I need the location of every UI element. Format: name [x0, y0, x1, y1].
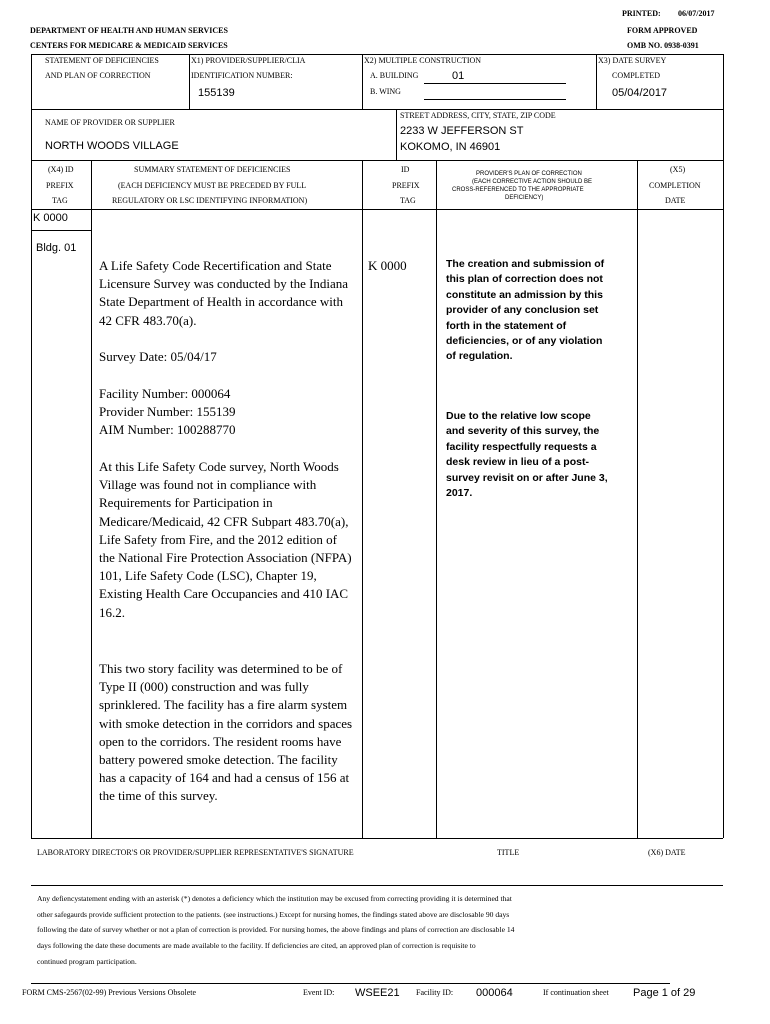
date-survey-label-2: COMPLETED — [612, 71, 660, 80]
id-header-3: TAG — [400, 196, 416, 205]
summary-header-3: REGULATORY OR LSC IDENTIFYING INFORMATION) — [112, 196, 308, 205]
provider-name-value: NORTH WOODS VILLAGE — [45, 140, 179, 152]
form-number: FORM CMS-2567(02-99) Previous Versions Obsolete — [22, 988, 197, 997]
address-line-2: KOKOMO, IN 46901 — [400, 141, 501, 153]
building-tag: Bldg. 01 — [36, 242, 77, 254]
plan-header-1: PROVIDER'S PLAN OF CORRECTION — [476, 171, 582, 177]
statement-label-2: AND PLAN OF CORRECTION — [45, 71, 151, 80]
plan-header-3: CROSS-REFERENCED TO THE APPROPRIATE — [452, 187, 584, 193]
facility-id-value: 000064 — [476, 987, 513, 999]
plan-paragraph-2: Due to the relative low scope and severity of this survey, the facility respectfully requests a desk review in lieu of a post-survey revisit on or after June 3, 2017. — [446, 410, 608, 500]
facility-id-label: Facility ID: — [416, 988, 454, 997]
department-title: DEPARTMENT OF HEALTH AND HUMAN SERVICES — [30, 26, 228, 35]
aim-number: AIM Number: 100288770 — [99, 422, 236, 437]
x5-header-3: DATE — [665, 196, 686, 205]
plan-header-2: (EACH CORRECTIVE ACTION SHOULD BE — [472, 179, 593, 185]
wing-label: B. WING — [370, 87, 401, 96]
facility-number: Facility Number: 000064 — [99, 386, 231, 401]
event-id-label: Event ID: — [303, 988, 335, 997]
summary-paragraph-2: At this Life Safety Code survey, North Woods Village was found not in compliance with Requirements for Participation in Medicare/Medicaid, 42 CFR Subpart 483.70(a), Life Safety from Fire, and the 2012 edition of the National Fire Protection Association (NFPA) 101, Life Safety Code (LSC), Chapter 19, Existing Health Care Occupancies and 410 IAC 16.2. — [99, 459, 352, 620]
provider-id-label-2: IDENTIFICATION NUMBER: — [191, 71, 293, 80]
event-id-value: WSEE21 — [355, 987, 400, 999]
printed-date: 06/07/2017 — [678, 9, 715, 18]
summary-header-2: (EACH DEFICIENCY MUST BE PRECEDED BY FULL — [118, 181, 307, 190]
building-value: 01 — [452, 70, 465, 82]
multiple-construction-label: X2) MULTIPLE CONSTRUCTION — [364, 56, 482, 65]
disclaimer-line-5: continued program participation. — [37, 957, 137, 966]
signature-label: LABORATORY DIRECTOR'S OR PROVIDER/SUPPLIER REPRESENTATIVE'S SIGNATURE — [37, 848, 354, 857]
date-survey-value: 05/04/2017 — [612, 87, 668, 99]
summary-paragraph-3: This two story facility was determined to be of Type II (000) construction and was fully sprinklered. The facility has a fire alarm system with smoke detection in the corridors and spaces open to the corridors. The resident rooms have battery powered smoke detection. The facility has a capacity of 164 and had a census of 156 at the time of this survey. — [99, 661, 353, 804]
summary-paragraph-1: A Life Safety Code Recertification and State Licensure Survey was conducted by the Indiana State Department of Health in accordance with 42 CFR 483.70(a). — [99, 258, 349, 328]
provider-id-label-1: X1) PROVIDER/SUPPLIER/CLIA — [191, 56, 306, 65]
provider-number: Provider Number: 155139 — [99, 404, 236, 419]
address-label: STREET ADDRESS, CITY, STATE, ZIP CODE — [400, 111, 556, 120]
disclaimer-line-4: days following the date these documents are made available to the facility. If deficiencies are cited, an approved plan of correction is requisite to — [37, 941, 476, 950]
plan-paragraph-1: The creation and submission of this plan of correction does not constitute an admission by this provider of any conclusion set forth in the statement of deficiencies, or of any violation of regulation. — [446, 258, 605, 363]
address-line-1: 2233 W JEFFERSON ST — [400, 125, 524, 137]
id-header-2: PREFIX — [392, 181, 420, 190]
disclaimer-line-3: following the date of survey whether or not a plan of correction is provided. For nursing homes, the above findings and plans of correction are disclosable 14 — [37, 925, 515, 934]
x4-header-3: TAG — [52, 196, 68, 205]
date-survey-label-1: X3) DATE SURVEY — [598, 56, 667, 65]
summary-header-1: SUMMARY STATEMENT OF DEFICIENCIES — [134, 165, 291, 174]
x5-header-1: (X5) — [670, 165, 686, 174]
disclaimer-line-2: other safegaurds provide sufficient protection to the patients. (see instructions.) Except for nursing homes, the findings stated above are disclosable 90 days — [37, 910, 510, 919]
statement-label-1: STATEMENT OF DEFICIENCIES — [45, 56, 159, 65]
form-approved: FORM APPROVED — [627, 26, 698, 35]
disclaimer-line-1: Any defiencystatement ending with an asterisk (*) denotes a deficiency which the institution may be excused from correcting providing it is determined that — [37, 894, 512, 903]
tag-left: K 0000 — [33, 212, 68, 224]
title-label: TITLE — [497, 848, 520, 857]
survey-date: Survey Date: 05/04/17 — [99, 349, 217, 364]
provider-id-value: 155139 — [198, 87, 235, 99]
tag-right: K 0000 — [368, 258, 407, 273]
page-number: Page 1 of 29 — [633, 987, 696, 999]
x5-header-2: COMPLETION — [649, 181, 701, 190]
omb-number: OMB NO. 0938-0391 — [627, 41, 699, 50]
continuation-label: If continuation sheet — [543, 988, 609, 997]
provider-name-label: NAME OF PROVIDER OR SUPPLIER — [45, 118, 175, 127]
plan-header-4: DEFICIENCY) — [505, 195, 544, 201]
centers-title: CENTERS FOR MEDICARE & MEDICAID SERVICES — [30, 41, 228, 50]
x6-date-label: (X6) DATE — [648, 848, 686, 857]
x4-header-2: PREFIX — [46, 181, 74, 190]
id-header-1: ID — [401, 165, 410, 174]
x4-header-1: (X4) ID — [48, 165, 74, 174]
building-label: A. BUILDING — [370, 71, 419, 80]
printed-label: PRINTED: — [622, 9, 661, 18]
